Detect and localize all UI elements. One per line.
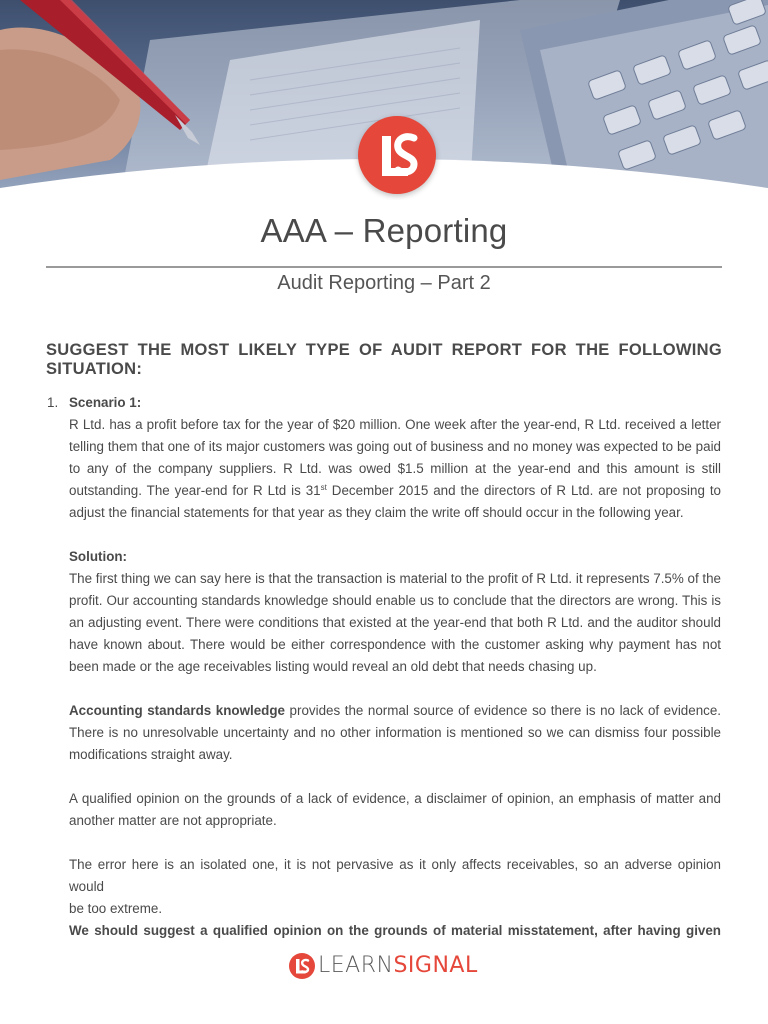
page-title: AAA – Reporting — [260, 212, 508, 249]
not-appropriate-paragraph — [69, 788, 721, 832]
evidence-paragraph — [69, 700, 721, 766]
title-divider — [46, 266, 722, 268]
solution-line: an adjusting event. There were conditions that existed at the year-end that both R Ltd. and the auditor should — [69, 615, 721, 630]
paragraph-line: The error here is an isolated one, it is not pervasive as it only affects receivables, so an adverse opinion would — [69, 857, 721, 894]
list-number: 1. — [47, 395, 59, 410]
brand-logo-badge — [358, 116, 436, 194]
paragraph-line: another matter are not appropriate. — [69, 813, 277, 828]
footer-wordmark: LEARNSIGNAL — [318, 953, 478, 978]
conclusion-paragraph — [69, 920, 721, 942]
scenario-line: R Ltd. has a profit before tax for the year of $20 million. One week after the year-end, R Ltd. received a letter — [69, 417, 721, 432]
paragraph-line: There is no unresolvable uncertainty and no other information is mentioned so we can dismiss four possible — [69, 725, 721, 740]
footer-brand-logo — [289, 952, 478, 980]
paragraph-line: modifications straight away. — [69, 747, 233, 762]
solution-heading: Solution: — [69, 549, 128, 564]
question-heading: SUGGEST THE MOST LIKELY TYPE OF AUDIT REPORT FOR THE FOLLOWING SITUATION: — [46, 341, 722, 378]
scenario-line: adjust the financial statements for that year as they claim the write off should occur in the following year. — [69, 505, 684, 520]
solution-block — [69, 546, 721, 678]
scenario-line: to any of the company suppliers. R Ltd. was owed $1.5 million at the year-end and this amount is still — [69, 461, 721, 476]
ls-logo-icon — [289, 953, 315, 979]
pervasive-paragraph — [69, 854, 721, 920]
header-photo — [0, 0, 768, 200]
ls-logo-icon — [358, 116, 436, 194]
paragraph-line: be too extreme. — [69, 901, 163, 916]
page-subtitle: Audit Reporting – Part 2 — [277, 272, 491, 294]
scenario-line: outstanding. The year-end for R Ltd is 31st December 2015 and the directors of R Ltd. are not proposing to — [69, 483, 721, 498]
scenario-block — [69, 392, 721, 524]
conclusion-line: We should suggest a qualified opinion on the grounds of material misstatement, after having given — [69, 923, 721, 938]
scenario-line: telling them that one of its major customers was going out of business and no money was expected to be paid — [69, 439, 721, 454]
solution-line: been made or the age receivables listing would reveal an old debt that needs chasing up. — [69, 659, 597, 674]
solution-line: profit. Our accounting standards knowledge should enable us to conclude that the directors are wrong. This is — [69, 593, 721, 608]
paragraph-line: A qualified opinion on the grounds of a lack of evidence, a disclaimer of opinion, an emphasis of matter and — [69, 791, 721, 806]
solution-line: The first thing we can say here is that the transaction is material to the profit of R Ltd. it represents 7.5% of the — [69, 571, 722, 586]
paragraph-line: Accounting standards knowledge provides the normal source of evidence so there is no lack of evidence. — [69, 703, 722, 718]
solution-line: have known about. There would be either correspondence with the customer asking why payment has not — [69, 637, 721, 652]
scenario-heading: Scenario 1: — [69, 395, 142, 410]
